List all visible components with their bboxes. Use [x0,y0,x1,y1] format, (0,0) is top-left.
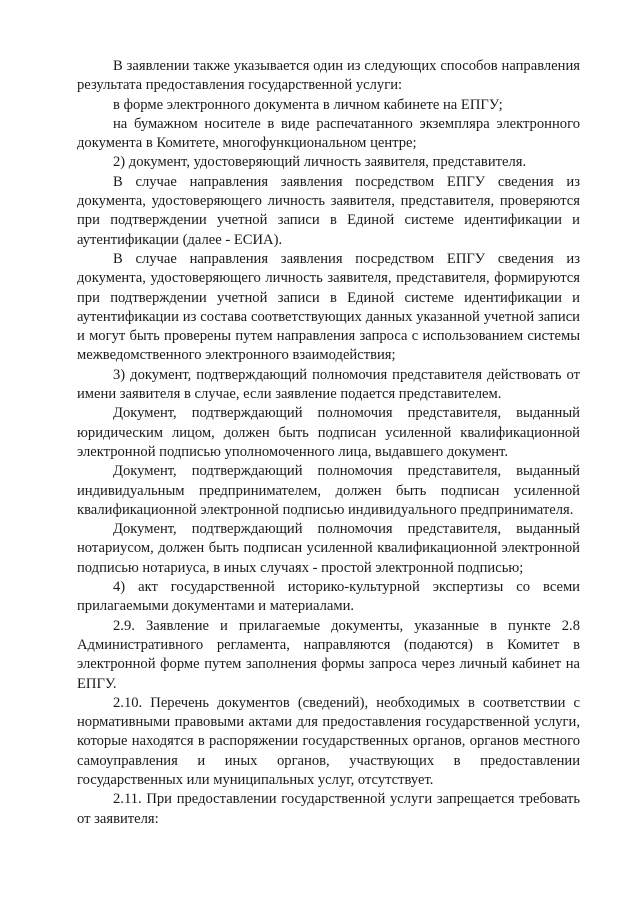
paragraph-expertise-act: 4) акт государственной историко-культурной экспертизы со всеми прилагаемыми документами и материалами. [77,579,580,615]
paragraph-notary-signature: Документ, подтверждающий полномочия представителя, выданный нотариусом, должен быть подписан усиленной квалификационной электронной подписью нотариуса, в иных случаях - простой электронной подписью; [77,521,580,576]
paragraph-section-2-10: 2.10. Перечень документов (сведений), необходимых в соответствии с нормативными правовыми актами для предоставления государственной услуги, которые находятся в распоряжении государственных органов, органов местного самоуправления и иных органов, участвующих в предоставлении государственных или муниципальных услуг, отсутствует. [77,694,580,788]
paragraph-esia-verification: В случае направления заявления посредством ЕПГУ сведения из документа, удостоверяющего личность заявителя, представителя, проверяются при подтверждении учетной записи в Единой системе идентификации и аутентификации (далее - ЕСИА). [77,173,580,248]
document-page [77,57,580,829]
paragraph-section-2-11: 2.11. При предоставлении государственной услуги запрещается требовать от заявителя: [77,791,580,827]
paragraph-representative-authority: 3) документ, подтверждающий полномочия представителя действовать от имени заявителя в случае, если заявление подается представителем. [77,366,580,403]
paragraph-legal-entity-signature: Документ, подтверждающий полномочия представителя, выданный юридическим лицом, должен быть подписан усиленной квалификационной электронной подписью уполномоченного лица, выдавшего документ. [77,405,580,460]
paragraph-esia-formation: В случае направления заявления посредством ЕПГУ сведения из документа, удостоверяющего личность заявителя, представителя, формируются при подтверждении учетной записи в Единой системе идентификации и аутентификации из состава соответствующих данных указанной учетной записи и могут быть проверены путем направления запроса с использованием системы межведомственного электронного взаимодействия; [77,250,580,364]
paragraph-paper-form: на бумажном носителе в виде распечатанного экземпляра электронного документа в Комитете, многофункциональном центре; [77,115,580,152]
paragraph-entrepreneur-signature: Документ, подтверждающий полномочия представителя, выданный индивидуальным предпринимателем, должен быть подписан усиленной квалификационной электронной подписью индивидуального предпринимателя. [77,463,580,518]
paragraph-identity-document: 2) документ, удостоверяющий личность заявителя, представителя. [113,154,527,171]
paragraph-electronic-form: в форме электронного документа в личном кабинете на ЕПГУ; [113,96,503,113]
paragraph-result-method-intro: В заявлении также указывается один из следующих способов направления результата предоставления государственной услуги: [77,58,580,94]
paragraph-section-2-9: 2.9. Заявление и прилагаемые документы, указанные в пункте 2.8 Административного регламента, направляются (подаются) в Комитет в электронной форме путем заполнения формы запроса через личный кабинет на ЕПГУ. [77,617,580,692]
